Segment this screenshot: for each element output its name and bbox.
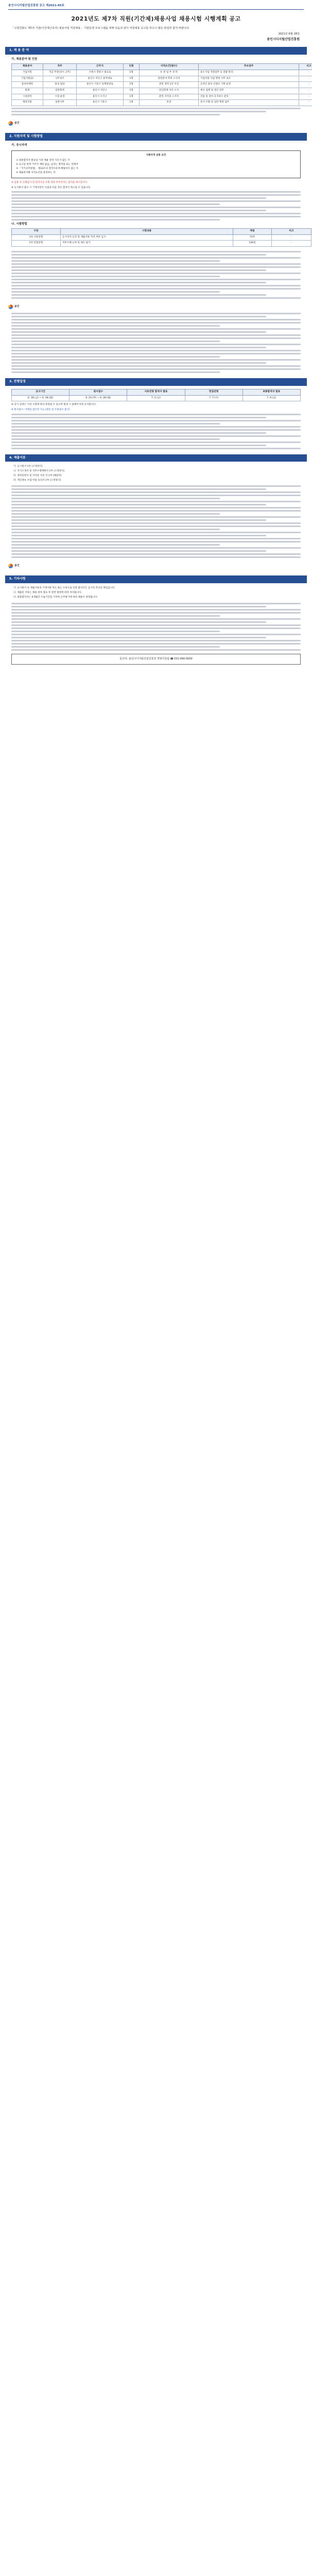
section-1-subhead: 가. 채용분야 및 인원 (11, 58, 38, 61)
list-item: 다. 최종합격자는 6개월간 수습기간을 거치며 근무평가에 따라 채용이 결정됩니다. (13, 596, 98, 599)
table-row (12, 234, 311, 241)
table-footnotes (11, 108, 301, 115)
cell: 수원시 영통구 광교로 (77, 70, 124, 76)
cell: - (299, 82, 312, 88)
col-workplace: 근무지 (77, 64, 124, 70)
cell: 응시자격 요건 및 제출서류 적격 여부 심사 (61, 234, 233, 241)
notice-intro: 「고령친화도 제7차 기관(기간제근로자) 채용사업 직원채용」 기관운영 프로그램을 위해 다음과 같이 직원채용 공고를 하오니 많은 관심과 참여 바랍니다. (11, 26, 190, 30)
cell: - (299, 88, 312, 94)
cell: - (272, 234, 311, 241)
logo-text: 용인 (14, 304, 20, 308)
cell: 시설 운영 (43, 94, 77, 100)
col-count: 인원 (124, 64, 140, 70)
cell: 용인시 처인구 (77, 88, 124, 94)
logo-text: 용인 (14, 564, 20, 568)
recruitment-table (11, 63, 312, 106)
cell: 100점 (233, 241, 272, 247)
header (0, 0, 312, 10)
logo-icon (8, 121, 13, 126)
misc-list (0, 586, 312, 599)
cell: 온라인 홍보 콘텐츠 기획 운영 (199, 82, 299, 88)
list-item: 나. 제출된 서류는 채용 절차 종료 후 관련 법령에 따라 처리됩니다. (13, 591, 82, 594)
col-main-work: 주요업무 (199, 64, 299, 70)
issuing-organization: 용인시디지털산업진흥원 (267, 37, 300, 41)
col-duty: 직무 (43, 64, 77, 70)
schedule-note: ※ 원서접수: 이메일 접수만 가능 (방문 및 우편접수 불가) (11, 409, 70, 412)
cell: 적/부 (233, 234, 272, 241)
logo-icon (8, 304, 13, 309)
cell: 기업지원 사업 행정 사무 보조 (199, 76, 299, 82)
page-logo (0, 117, 312, 128)
section-1-bar: 1. 채 용 분 야 (5, 47, 307, 55)
table-row (12, 100, 312, 106)
cell: 홍보 담당 (43, 82, 77, 88)
cell: 6. 18.(금) ~ 6. 28.(월) (12, 395, 70, 401)
logo-text: 용인 (14, 121, 20, 125)
col-score: 배점 (233, 228, 272, 234)
cell: 전산회계 자격 소지 (140, 88, 199, 94)
table-row (12, 70, 312, 76)
cell: 유 관 업 무 경 력 (140, 70, 199, 76)
col-field: 채용분야 (12, 64, 43, 70)
cell: 기업지원(2) (12, 76, 43, 82)
col-content: 시험내용 (61, 228, 233, 234)
cell: 건물 및 장비 유지보수 관리 (199, 94, 299, 100)
contact-box: 문의처: 용인시디지털산업진흥원 경영지원팀 ☎ 031-000-0000 (11, 654, 301, 665)
section-3-subhead: 나. 시험방법 (11, 222, 27, 226)
table-row (12, 395, 301, 401)
eligibility-note: ※ 응시원서 접수 시 기재사항이 사실과 다를 경우 합격이 취소될 수 있습니다. (11, 186, 91, 189)
cell: 1명 (124, 76, 140, 82)
schedule-note: ※ 상기 일정은 기관 사정에 따라 변경될 수 있으며 변경 시 홈페이지에 공지합니다. (11, 403, 96, 406)
cell: 기업지원 (12, 70, 43, 76)
cell: - (299, 94, 312, 100)
col-remark: 비고 (272, 228, 311, 234)
col-stage: 구분 (12, 228, 61, 234)
table-row (12, 88, 312, 94)
schedule-detail (11, 414, 301, 449)
cell: 6. 24.(목) ~ 6. 28.(월) (70, 395, 127, 401)
table-row (12, 241, 311, 247)
notice-date: 2021년 6월 18일 (278, 32, 300, 36)
header-rule (8, 9, 304, 10)
table-row (12, 82, 312, 88)
cell: - (299, 70, 312, 76)
notice-page (0, 0, 312, 699)
exam-method-table (11, 228, 311, 247)
schedule-table (11, 389, 301, 402)
logo-icon (8, 564, 13, 568)
cell: 1명 (124, 94, 140, 100)
eligibility-box (11, 150, 301, 178)
cell: 무관 (140, 100, 199, 106)
col-requirements: 자격요건(필수) (140, 64, 199, 70)
cell: 중소기업 지원업무 등 총괄 관리 (199, 70, 299, 76)
section-6-bar: 5. 기타사항 (5, 575, 307, 583)
section-2-subhead: 가. 응시자격 (11, 143, 27, 147)
cell: 시설관리 (12, 94, 43, 100)
cell: 1명 (124, 88, 140, 94)
cell: 2차 면접전형 (12, 241, 61, 247)
cell: 관련 자격증 소지자 (140, 94, 199, 100)
table-row (12, 76, 312, 82)
eligibility-line: ③ 「국가공무원법」 제33조의 결격사유에 해당하지 않는 자 (16, 167, 79, 171)
eligibility-detail (11, 191, 301, 221)
cell: 7. 7.(수) (185, 395, 242, 401)
col-interview: 면접전형 (185, 389, 242, 395)
list-item: 다. 경력증명서 및 자격증 사본 각 1부 (해당자) (13, 474, 62, 477)
misc-detail (11, 603, 301, 651)
cell: 행정지원 (12, 100, 43, 106)
cell: 문서 수발 및 일반 행정 업무 (199, 100, 299, 106)
eligibility-box-title: 지원자격 공통 요건 (146, 154, 166, 157)
exam-detail (11, 251, 301, 299)
list-item: 라. 개인정보 수집·이용 동의서 1부 (소정양식) (13, 479, 61, 482)
cell: 홍보마케팅 (12, 82, 43, 88)
cell: 사무보조 (43, 76, 77, 82)
table-row (12, 94, 312, 100)
cell: 일반사무 (43, 100, 77, 106)
section-4-bar: 3. 전형일정 (5, 378, 307, 386)
cell: 일반회계 (43, 88, 77, 94)
cell: - (299, 100, 312, 106)
documents-list (0, 465, 312, 482)
cell: 예산 집행 및 결산 업무 (199, 88, 299, 94)
cell: 직급 무관(상시 근무) (43, 70, 77, 76)
cell: 직무수행 능력 및 태도 평가 (61, 241, 233, 247)
documents-detail (11, 485, 301, 558)
page-logo (0, 300, 312, 311)
list-item: 가. 응시원서 등 제출서류의 기재사항 착오 또는 누락으로 인한 불이익은 응시자 본인의 책임입니다. (13, 587, 115, 590)
cell: 용인시 기흥구 (77, 100, 124, 106)
cell: 1명 (124, 70, 140, 76)
section-5-bar: 4. 제출서류 (5, 454, 307, 462)
eligibility-line: ① 최종합격자 발표일 기준 채용 결격 사유가 없는 자 (16, 159, 70, 162)
cell: 1명 (124, 82, 140, 88)
list-item: 가. 응시원서 1부 (소정양식) (13, 465, 43, 468)
page-logo (0, 560, 312, 570)
cell: - (272, 241, 311, 247)
criteria-detail (11, 313, 301, 373)
cell: - (299, 76, 312, 82)
cell: 7. 2.(금) (127, 395, 185, 401)
eligibility-line: ② 공고일 현재 거주지 제한 없음, 남자는 병역필 또는 면제자 (16, 163, 78, 166)
cell: 1명 (124, 100, 140, 106)
notice-title: 2021년도 제7차 직원(기간제)채용사업 채용시험 시행계획 공고 (71, 15, 241, 22)
col-application: 원서접수 (70, 389, 127, 395)
list-item: 나. 자기소개서 및 직무수행계획서 1부 (소정양식) (13, 470, 65, 473)
cell: 관련분야 학위 소지자 (140, 76, 199, 82)
eligibility-note: ※ 임용 전 신체검사 및 결격사유 조회 결과 부적격자는 합격을 취소합니다. (11, 181, 88, 184)
col-posting: 공고기간 (12, 389, 70, 395)
document-number: 용인시디지털산업진흥원 공고 제2021-45호 (8, 4, 64, 7)
col-remark: 비고 (299, 64, 312, 70)
section-2-bar: 2. 지원자격 및 시험방법 (5, 133, 307, 141)
cell: 용인시 처인구 중부대로 (77, 76, 124, 82)
cell: 관련 경력 1년 이상 (140, 82, 199, 88)
cell: 7. 9.(금) (242, 395, 300, 401)
cell: 1차 서류전형 (12, 234, 61, 241)
eligibility-line: ④ 채용분야별 자격요건을 충족하는 자 (16, 171, 56, 174)
cell: 용인시 수지구 (77, 94, 124, 100)
cell: 회계 (12, 88, 43, 94)
cell: 용인시 기흥구 동백중앙로 (77, 82, 124, 88)
col-final-result: 최종합격자 발표 (242, 389, 300, 395)
col-doc-result: 서류전형 합격자 발표 (127, 389, 185, 395)
page-end (0, 668, 312, 699)
